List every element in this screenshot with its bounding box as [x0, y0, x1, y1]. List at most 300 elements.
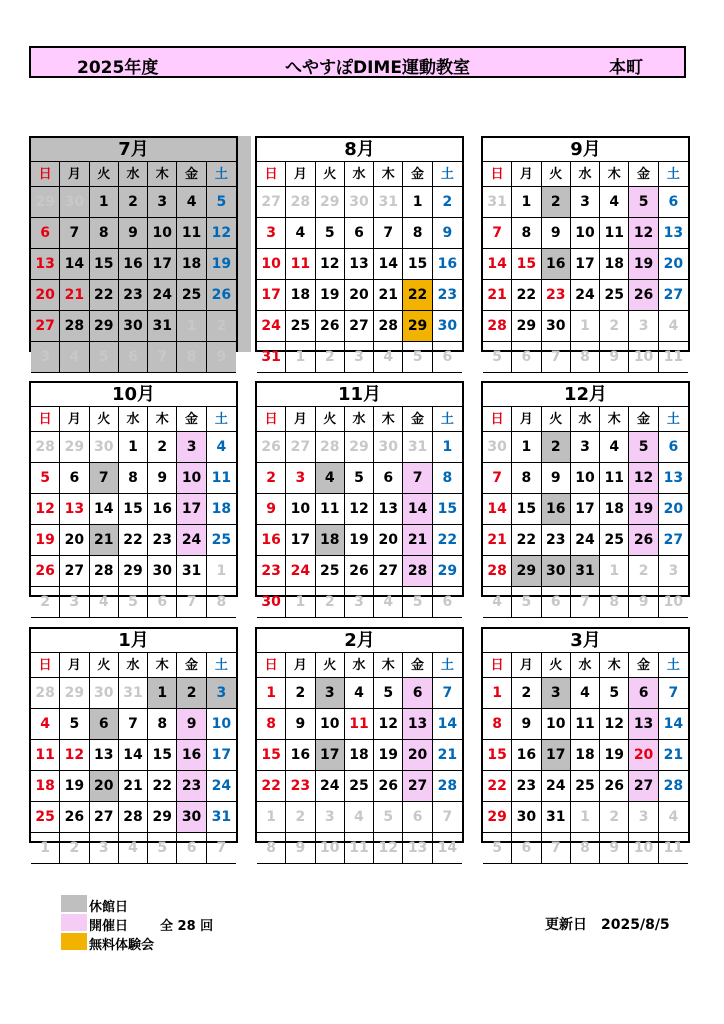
day-cell: 23 [119, 280, 148, 311]
day-cell: 4 [345, 802, 374, 833]
day-cell: 21 [60, 280, 89, 311]
day-cell: 4 [374, 342, 403, 373]
day-cell: 2 [60, 833, 89, 864]
day-cell: 29 [148, 802, 177, 833]
weekday-header: 日 [31, 653, 60, 678]
day-cell: 5 [60, 709, 89, 740]
day-cell: 22 [512, 525, 541, 556]
day-cell: 7 [433, 678, 462, 709]
weekday-header: 日 [257, 407, 286, 432]
day-cell: 3 [177, 432, 206, 463]
day-cell: 3 [316, 802, 345, 833]
day-cell: 6 [512, 342, 541, 373]
day-cell: 16 [257, 525, 286, 556]
day-cell: 25 [571, 771, 600, 802]
day-cell: 24 [257, 311, 286, 342]
day-cell: 27 [659, 280, 688, 311]
day-cell: 2 [257, 463, 286, 494]
weekday-header: 金 [629, 162, 658, 187]
day-cell: 25 [600, 525, 629, 556]
weekday-header: 火 [316, 162, 345, 187]
day-cell: 2 [177, 678, 206, 709]
weekday-header: 木 [600, 653, 629, 678]
day-cell: 7 [90, 463, 119, 494]
day-cell: 10 [542, 709, 571, 740]
day-cell: 30 [374, 432, 403, 463]
day-cell: 5 [207, 187, 236, 218]
day-cell: 19 [629, 494, 658, 525]
day-cell: 10 [316, 833, 345, 864]
day-cell: 12 [31, 494, 60, 525]
day-cell: 3 [571, 187, 600, 218]
day-cell: 18 [286, 280, 315, 311]
day-cell: 23 [433, 280, 462, 311]
day-cell: 29 [316, 187, 345, 218]
day-cell: 4 [119, 833, 148, 864]
weekday-header: 土 [659, 653, 688, 678]
day-cell: 30 [90, 432, 119, 463]
day-cell: 14 [433, 709, 462, 740]
day-cell: 19 [207, 249, 236, 280]
day-cell: 10 [629, 833, 658, 864]
day-cell: 18 [600, 494, 629, 525]
day-cell: 16 [177, 740, 206, 771]
day-cell: 11 [31, 740, 60, 771]
day-cell: 27 [403, 771, 432, 802]
legend-label-free-trial: 無料体験会 [89, 938, 155, 953]
weekday-header: 水 [345, 653, 374, 678]
day-cell: 1 [433, 432, 462, 463]
day-cell: 2 [148, 432, 177, 463]
day-cell: 4 [600, 187, 629, 218]
weekday-header: 水 [345, 162, 374, 187]
day-cell: 16 [512, 740, 541, 771]
day-cell: 31 [571, 556, 600, 587]
day-cell: 29 [31, 187, 60, 218]
day-cell: 2 [600, 802, 629, 833]
day-cell: 2 [207, 311, 236, 342]
month-grid [257, 407, 462, 618]
day-cell: 6 [60, 463, 89, 494]
month-title: 3月 [483, 629, 688, 653]
day-cell: 9 [629, 587, 658, 618]
day-cell: 29 [403, 311, 432, 342]
day-cell: 24 [148, 280, 177, 311]
day-cell: 14 [433, 833, 462, 864]
day-cell: 3 [207, 678, 236, 709]
day-cell: 4 [286, 218, 315, 249]
day-cell: 26 [600, 771, 629, 802]
day-cell: 19 [60, 771, 89, 802]
day-cell: 30 [542, 311, 571, 342]
weekday-header: 月 [60, 653, 89, 678]
day-cell: 4 [316, 463, 345, 494]
day-cell: 27 [286, 432, 315, 463]
month-calendar [481, 136, 690, 365]
day-cell: 30 [60, 187, 89, 218]
day-cell: 17 [571, 249, 600, 280]
day-cell: 17 [316, 740, 345, 771]
day-cell: 14 [374, 249, 403, 280]
day-cell: 28 [483, 556, 512, 587]
day-cell: 18 [345, 740, 374, 771]
month-title: 9月 [483, 138, 688, 162]
day-cell: 8 [600, 587, 629, 618]
weekday-header: 金 [629, 407, 658, 432]
day-cell: 1 [571, 802, 600, 833]
legend-swatch-free-trial [61, 933, 87, 950]
day-cell: 2 [316, 587, 345, 618]
day-cell: 3 [571, 432, 600, 463]
day-cell: 20 [60, 525, 89, 556]
month-title: 12月 [483, 383, 688, 407]
day-cell: 16 [119, 249, 148, 280]
day-cell: 4 [659, 311, 688, 342]
day-cell: 10 [316, 709, 345, 740]
day-cell: 7 [483, 218, 512, 249]
day-cell: 11 [659, 833, 688, 864]
month-title: 2月 [257, 629, 462, 653]
month-grid [31, 162, 236, 373]
day-cell: 2 [542, 432, 571, 463]
day-cell: 5 [148, 833, 177, 864]
day-cell: 30 [483, 432, 512, 463]
day-cell: 27 [374, 556, 403, 587]
day-cell: 31 [119, 678, 148, 709]
day-cell: 7 [119, 709, 148, 740]
month-grid [257, 653, 462, 864]
day-cell: 18 [316, 525, 345, 556]
day-cell: 3 [659, 556, 688, 587]
day-cell: 13 [629, 709, 658, 740]
day-cell: 4 [60, 342, 89, 373]
day-cell: 24 [286, 556, 315, 587]
day-cell: 24 [542, 771, 571, 802]
day-cell: 9 [207, 342, 236, 373]
weekday-header: 月 [512, 653, 541, 678]
fiscal-year: 2025年度 [77, 58, 159, 78]
day-cell: 21 [483, 525, 512, 556]
day-cell: 28 [659, 771, 688, 802]
session-count: 全 28 回 [160, 919, 214, 934]
legend-label-event: 開催日 [89, 919, 129, 934]
day-cell: 28 [60, 311, 89, 342]
weekday-header: 月 [60, 407, 89, 432]
day-cell: 10 [148, 218, 177, 249]
day-cell: 10 [257, 249, 286, 280]
month-calendar [29, 136, 238, 365]
day-cell: 11 [207, 463, 236, 494]
day-cell: 1 [512, 187, 541, 218]
day-cell: 12 [345, 494, 374, 525]
day-cell: 27 [257, 187, 286, 218]
day-cell: 16 [286, 740, 315, 771]
class-name: へやすぽDIME運動教室 [285, 58, 470, 78]
weekday-header: 土 [433, 653, 462, 678]
day-cell: 4 [374, 587, 403, 618]
day-cell: 8 [512, 463, 541, 494]
legend-swatch-closed [61, 895, 87, 912]
day-cell: 19 [374, 740, 403, 771]
weekday-header: 木 [148, 653, 177, 678]
day-cell: 9 [600, 342, 629, 373]
day-cell: 8 [571, 342, 600, 373]
day-cell: 4 [600, 432, 629, 463]
weekday-header: 火 [542, 653, 571, 678]
day-cell: 22 [119, 525, 148, 556]
weekday-header: 火 [316, 407, 345, 432]
day-cell: 9 [257, 494, 286, 525]
day-cell: 12 [60, 740, 89, 771]
day-cell: 29 [512, 556, 541, 587]
day-cell: 8 [512, 218, 541, 249]
day-cell: 18 [600, 249, 629, 280]
weekday-header: 月 [512, 162, 541, 187]
day-cell: 5 [90, 342, 119, 373]
day-cell: 15 [433, 494, 462, 525]
day-cell: 30 [345, 187, 374, 218]
day-cell: 21 [403, 525, 432, 556]
day-cell: 2 [542, 187, 571, 218]
day-cell: 21 [374, 280, 403, 311]
month-grid [483, 653, 688, 864]
weekday-header: 土 [659, 162, 688, 187]
day-cell: 5 [629, 187, 658, 218]
day-cell: 28 [403, 556, 432, 587]
day-cell: 25 [207, 525, 236, 556]
updated-date: 更新日 2025/8/5 [545, 917, 670, 933]
day-cell: 23 [286, 771, 315, 802]
day-cell: 25 [31, 802, 60, 833]
day-cell: 22 [90, 280, 119, 311]
weekday-header: 木 [374, 407, 403, 432]
day-cell: 24 [207, 771, 236, 802]
day-cell: 8 [90, 218, 119, 249]
month-grid [483, 162, 688, 373]
day-cell: 20 [90, 771, 119, 802]
day-cell: 6 [90, 709, 119, 740]
day-cell: 1 [403, 187, 432, 218]
day-cell: 7 [542, 833, 571, 864]
day-cell: 4 [177, 187, 206, 218]
day-cell: 16 [542, 494, 571, 525]
day-cell: 3 [345, 342, 374, 373]
day-cell: 17 [571, 494, 600, 525]
weekday-header: 水 [119, 162, 148, 187]
day-cell: 12 [629, 463, 658, 494]
day-cell: 14 [483, 494, 512, 525]
day-cell: 12 [600, 709, 629, 740]
day-cell: 6 [119, 342, 148, 373]
day-cell: 26 [374, 771, 403, 802]
day-cell: 1 [600, 556, 629, 587]
day-cell: 25 [600, 280, 629, 311]
day-cell: 11 [600, 463, 629, 494]
day-cell: 31 [257, 342, 286, 373]
day-cell: 10 [629, 342, 658, 373]
day-cell: 25 [316, 556, 345, 587]
day-cell: 7 [207, 833, 236, 864]
day-cell: 12 [207, 218, 236, 249]
day-cell: 4 [31, 709, 60, 740]
weekday-header: 月 [286, 407, 315, 432]
day-cell: 24 [316, 771, 345, 802]
month-title: 1月 [31, 629, 236, 653]
day-cell: 13 [374, 494, 403, 525]
day-cell: 27 [659, 525, 688, 556]
title-bar [29, 46, 686, 78]
weekday-header: 金 [177, 407, 206, 432]
day-cell: 2 [512, 678, 541, 709]
weekday-header: 土 [433, 407, 462, 432]
day-cell: 7 [542, 342, 571, 373]
weekday-header: 月 [286, 653, 315, 678]
day-cell: 16 [433, 249, 462, 280]
day-cell: 13 [659, 463, 688, 494]
month-calendar [29, 381, 238, 610]
day-cell: 2 [31, 587, 60, 618]
day-cell: 31 [542, 802, 571, 833]
day-cell: 8 [148, 709, 177, 740]
day-cell: 3 [542, 678, 571, 709]
day-cell: 22 [512, 280, 541, 311]
day-cell: 6 [177, 833, 206, 864]
day-cell: 25 [345, 771, 374, 802]
day-cell: 11 [659, 342, 688, 373]
day-cell: 28 [483, 311, 512, 342]
day-cell: 4 [207, 432, 236, 463]
day-cell: 14 [60, 249, 89, 280]
day-cell: 6 [403, 802, 432, 833]
day-cell: 20 [345, 280, 374, 311]
day-cell: 10 [286, 494, 315, 525]
weekday-header: 日 [31, 162, 60, 187]
day-cell: 5 [374, 678, 403, 709]
day-cell: 31 [177, 556, 206, 587]
day-cell: 16 [148, 494, 177, 525]
weekday-header: 水 [571, 407, 600, 432]
day-cell: 13 [403, 833, 432, 864]
day-cell: 11 [177, 218, 206, 249]
day-cell: 5 [629, 432, 658, 463]
day-cell: 31 [148, 311, 177, 342]
day-cell: 15 [483, 740, 512, 771]
day-cell: 20 [659, 249, 688, 280]
day-cell: 29 [512, 311, 541, 342]
month-grid [31, 407, 236, 618]
day-cell: 15 [119, 494, 148, 525]
day-cell: 5 [316, 218, 345, 249]
day-cell: 24 [571, 280, 600, 311]
day-cell: 11 [571, 709, 600, 740]
weekday-header: 金 [403, 407, 432, 432]
day-cell: 18 [571, 740, 600, 771]
day-cell: 28 [31, 678, 60, 709]
day-cell: 6 [433, 342, 462, 373]
day-cell: 8 [433, 463, 462, 494]
weekday-header: 木 [148, 407, 177, 432]
day-cell: 23 [177, 771, 206, 802]
day-cell: 1 [512, 432, 541, 463]
weekday-header: 火 [542, 407, 571, 432]
weekday-header: 水 [571, 162, 600, 187]
day-cell: 8 [403, 218, 432, 249]
day-cell: 27 [629, 771, 658, 802]
day-cell: 4 [345, 678, 374, 709]
day-cell: 31 [207, 802, 236, 833]
day-cell: 7 [433, 802, 462, 833]
day-cell: 29 [60, 678, 89, 709]
day-cell: 14 [659, 709, 688, 740]
day-cell: 10 [207, 709, 236, 740]
day-cell: 26 [629, 280, 658, 311]
day-cell: 9 [512, 709, 541, 740]
day-cell: 26 [345, 556, 374, 587]
day-cell: 1 [177, 311, 206, 342]
day-cell: 11 [345, 709, 374, 740]
day-cell: 31 [403, 432, 432, 463]
weekday-header: 日 [31, 407, 60, 432]
day-cell: 2 [629, 556, 658, 587]
weekday-header: 月 [512, 407, 541, 432]
branch-name: 本町 [609, 58, 643, 78]
day-cell: 5 [403, 587, 432, 618]
day-cell: 13 [659, 218, 688, 249]
day-cell: 6 [542, 587, 571, 618]
month-grid [483, 407, 688, 618]
day-cell: 6 [374, 463, 403, 494]
day-cell: 15 [512, 249, 541, 280]
weekday-header: 日 [257, 653, 286, 678]
weekday-header: 木 [148, 162, 177, 187]
day-cell: 3 [148, 187, 177, 218]
weekday-header: 日 [483, 407, 512, 432]
day-cell: 6 [659, 432, 688, 463]
day-cell: 3 [60, 587, 89, 618]
day-cell: 22 [433, 525, 462, 556]
day-cell: 30 [542, 556, 571, 587]
day-cell: 7 [177, 587, 206, 618]
weekday-header: 木 [374, 653, 403, 678]
day-cell: 2 [286, 678, 315, 709]
day-cell: 1 [148, 678, 177, 709]
day-cell: 9 [542, 218, 571, 249]
legend-label-closed: 休館日 [89, 900, 129, 915]
weekday-header: 土 [207, 162, 236, 187]
day-cell: 19 [600, 740, 629, 771]
day-cell: 1 [483, 678, 512, 709]
day-cell: 3 [629, 311, 658, 342]
day-cell: 9 [433, 218, 462, 249]
weekday-header: 火 [542, 162, 571, 187]
closed-month-separator [238, 136, 251, 352]
day-cell: 30 [148, 556, 177, 587]
day-cell: 13 [403, 709, 432, 740]
day-cell: 2 [286, 802, 315, 833]
day-cell: 26 [316, 311, 345, 342]
day-cell: 17 [177, 494, 206, 525]
day-cell: 5 [31, 463, 60, 494]
day-cell: 2 [600, 311, 629, 342]
month-title: 11月 [257, 383, 462, 407]
weekday-header: 月 [60, 162, 89, 187]
day-cell: 15 [257, 740, 286, 771]
day-cell: 17 [257, 280, 286, 311]
weekday-header: 木 [600, 162, 629, 187]
day-cell: 6 [659, 187, 688, 218]
day-cell: 8 [207, 587, 236, 618]
day-cell: 9 [148, 463, 177, 494]
